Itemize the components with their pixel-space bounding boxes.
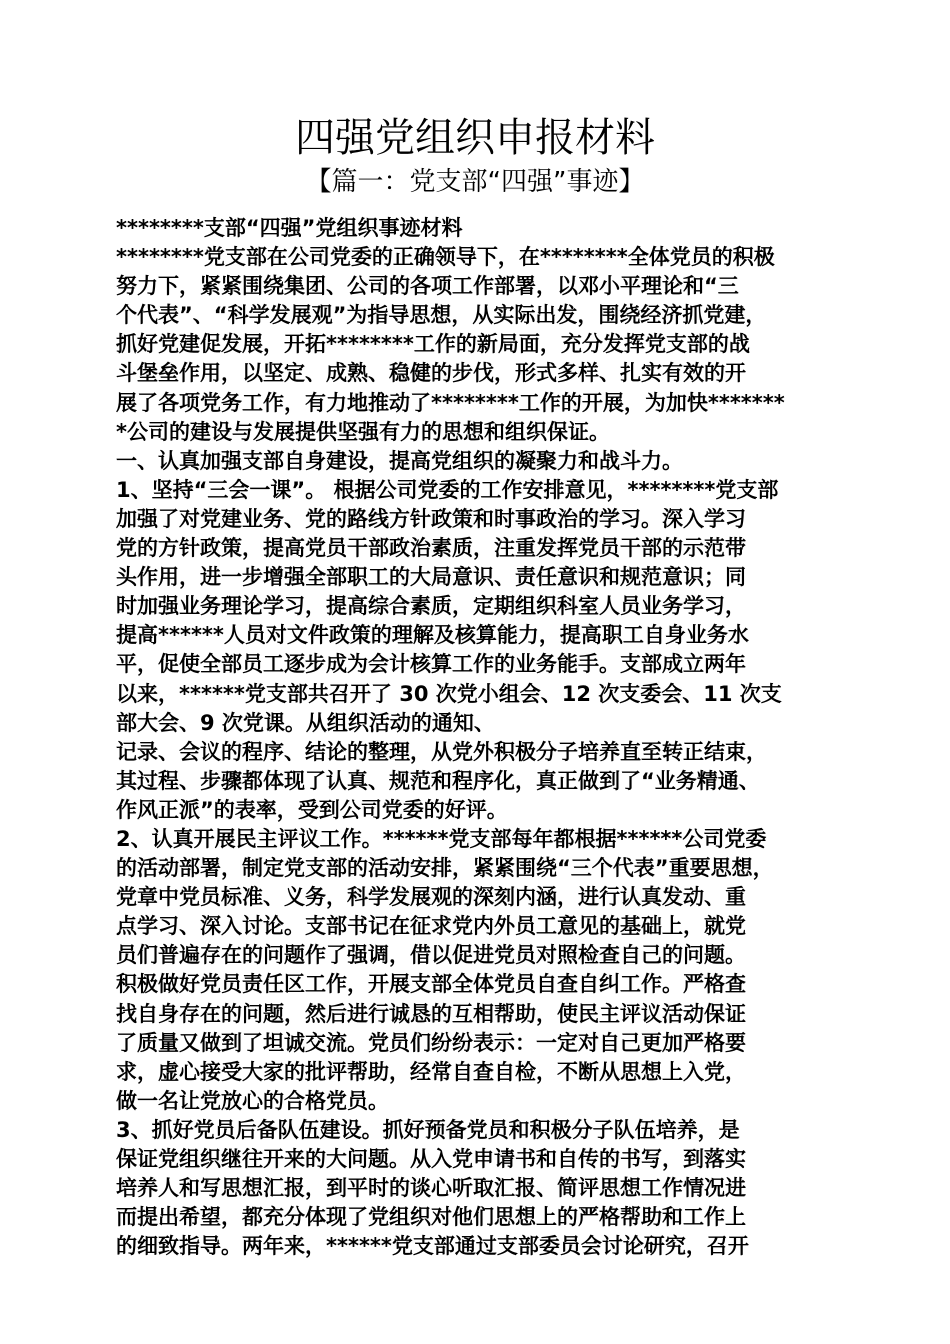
text-line: 而提出希望，都充分体现了党组织对他们思想上的严格帮助和工作上 (116, 1205, 746, 1230)
text-line: 做一名让党放心的合格党员。 (116, 1088, 389, 1113)
text-line: 个代表”、“科学发展观”为指导思想，从实际出发，围绕经济抓党建， (116, 303, 767, 328)
text-line: 培养人和写思想汇报，到平时的谈心听取汇报、简评思想工作情况进 (116, 1176, 746, 1201)
text-line: 平，促使全部员工逐步成为会计核算工作的业务能手。支部成立两年 (116, 652, 746, 677)
text-line: 其过程、步骤都体现了认真、规范和程序化，真正做到了“业务精通、 (116, 768, 760, 793)
text-line: 斗堡垒作用，以坚定、成熟、稳健的步伐，形式多样、扎实有效的开 (116, 361, 746, 386)
document-subtitle: 【篇一：党支部“四强”事迹】 (305, 167, 645, 197)
text-line: 2、认真开展民主评议工作。******党支部每年都根据******公司党委 (116, 826, 767, 851)
text-line: 员们普遍存在的问题作了强调，借以促进党员对照检查自己的问题。 (116, 943, 746, 968)
text-line: *公司的建设与发展提供坚强有力的思想和组织保证。 (116, 419, 610, 444)
text-line: 了质量又做到了坦诚交流。党员们纷纷表示：一定对自己更加严格要 (116, 1030, 746, 1055)
text-line: 的细致指导。两年来，******党支部通过支部委员会讨论研究，召开 (116, 1234, 749, 1259)
text-line: 1、坚持“三会一课”。 根据公司党委的工作安排意见，********党支部 (116, 477, 779, 502)
text-line: 3、抓好党员后备队伍建设。抓好预备党员和积极分子队伍培养，是 (116, 1117, 740, 1142)
text-line: ********党支部在公司党委的正确领导下，在********全体党员的积极 (116, 245, 775, 270)
text-line: 提高******人员对文件政策的理解及核算能力，提高职工自身业务水 (116, 623, 749, 648)
text-line: 努力下，紧紧围绕集团、公司的各项工作部署，以邓小平理论和“三 (116, 274, 739, 299)
text-line: 展了各项党务工作，有力地推动了********工作的开展，为加快******* (116, 390, 785, 415)
document-body (116, 214, 836, 1261)
text-line: 党的方针政策，提高党员干部政治素质，注重发挥党员干部的示范带 (116, 536, 746, 561)
text-line: 作风正派”的表率，受到公司党委的好评。 (116, 797, 508, 822)
text-line: 记录、会议的程序、结论的整理，从党外积极分子培养直至转正结束， (116, 739, 767, 764)
text-line: 积极做好党员责任区工作，开展支部全体党员自查自纠工作。严格查 (116, 972, 746, 997)
text-line: 保证党组织继往开来的大问题。从入党申请书和自传的书写，到落实 (116, 1147, 746, 1171)
text-line: 一、认真加强支部自身建设，提高党组织的凝聚力和战斗力。 (116, 448, 683, 473)
text-line: 点学习、深入讨论。支部书记在征求党内外员工意见的基础上，就党 (116, 914, 746, 939)
document-title: 四强党组织申报材料 (295, 115, 655, 161)
text-line: 抓好党建促发展，开拓********工作的新局面，充分发挥党支部的战 (116, 332, 750, 357)
text-line: ********支部“四强”党组织事迹材料 (116, 216, 463, 240)
text-line: 求，虚心接受大家的批评帮助，经常自查自检，不断从思想上入党， (116, 1059, 746, 1084)
text-line: 以来，******党支部共召开了 30 次党小组会、12 次支委会、11 次支 (116, 681, 782, 706)
text-line: 时加强业务理论学习，提高综合素质，定期组织科室人员业务学习， (116, 594, 746, 619)
text-line: 党章中党员标准、义务，科学发展观的深刻内涵，进行认真发动、重 (116, 885, 746, 910)
text-line: 头作用，进一步增强全部职工的大局意识、责任意识和规范意识；同 (116, 565, 746, 590)
text-line: 的活动部署，制定党支部的活动安排，紧紧围绕“三个代表”重要思想， (116, 856, 774, 881)
text-line: 找自身存在的问题，然后进行诚恳的互相帮助，使民主评议活动保证 (116, 1001, 746, 1026)
text-line: 部大会、9 次党课。从组织活动的通知、 (116, 710, 495, 735)
text-line: 加强了对党建业务、党的路线方针政策和时事政治的学习。深入学习 (116, 506, 746, 531)
